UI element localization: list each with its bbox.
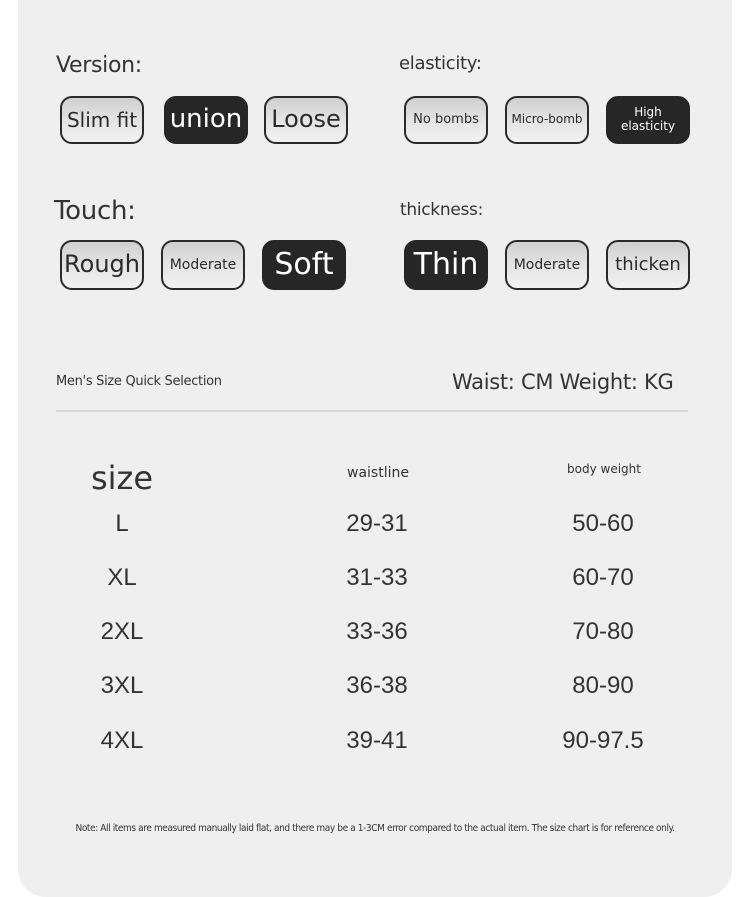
waistline-cell: 36-38 [346,672,408,699]
size-note: Note: All items are measured manually laid flat, and there may be a 1-3CM error compared to the actual item. The size chart is for reference only. [75,823,675,834]
elasticity-option-no-bombs[interactable] [404,96,488,144]
elasticity-option-label: No bombs [413,111,479,127]
body-weight-cell: 80-90 [572,672,634,699]
size-cell: 4XL [100,727,144,754]
elasticity-label: elasticity: [399,53,482,74]
version-option-union[interactable] [164,96,248,144]
version-option-label: Loose [271,105,341,134]
size-cell: XL [107,564,137,591]
touch-option-rough[interactable] [60,240,144,290]
thickness-label: thickness: [400,200,484,220]
size-chart-title: Men's Size Quick Selection [56,374,222,389]
column-header-waistline: waistline [347,465,409,481]
waistline-cell: 39-41 [346,727,408,754]
thickness-option-label: Moderate [513,256,581,273]
elasticity-option-label: Micro-bomb [511,112,583,127]
size-chart-units: Waist: CM Weight: KG [452,370,674,394]
touch-option-label: Soft [274,246,334,282]
touch-label: Touch: [54,196,136,226]
body-weight-cell: 90-97.5 [562,727,644,754]
touch-option-label: Rough [64,250,140,279]
thickness-option-label: thicken [615,253,681,275]
size-cell: 3XL [100,672,144,699]
column-header-body-weight: body weight [567,462,641,476]
touch-option-label: Moderate [169,256,237,273]
thickness-option-label: Thin [413,246,479,282]
body-weight-cell: 50-60 [572,510,634,537]
size-cell: L [115,510,129,537]
elasticity-option-micro-bomb[interactable] [505,96,589,144]
touch-option-moderate[interactable] [161,240,245,290]
thickness-option-thicken[interactable] [606,240,690,290]
waistline-cell: 31-33 [346,564,408,591]
size-cell: 2XL [100,618,144,645]
version-option-loose[interactable] [264,96,348,144]
elasticity-option-high-elasticity[interactable] [606,96,690,144]
body-weight-cell: 60-70 [572,564,634,591]
version-option-slim-fit[interactable] [60,96,144,144]
body-weight-cell: 70-80 [572,618,634,645]
version-label: Version: [56,53,142,78]
waistline-cell: 29-31 [346,510,408,537]
version-option-label: Slim fit [66,107,138,132]
thickness-option-thin[interactable] [404,240,488,290]
divider [56,410,688,412]
elasticity-option-label: High elasticity [620,105,676,133]
version-option-label: union [169,104,243,135]
thickness-option-moderate[interactable] [505,240,589,290]
waistline-cell: 33-36 [346,618,408,645]
touch-option-soft[interactable] [262,240,346,290]
column-header-size: size [90,459,154,497]
